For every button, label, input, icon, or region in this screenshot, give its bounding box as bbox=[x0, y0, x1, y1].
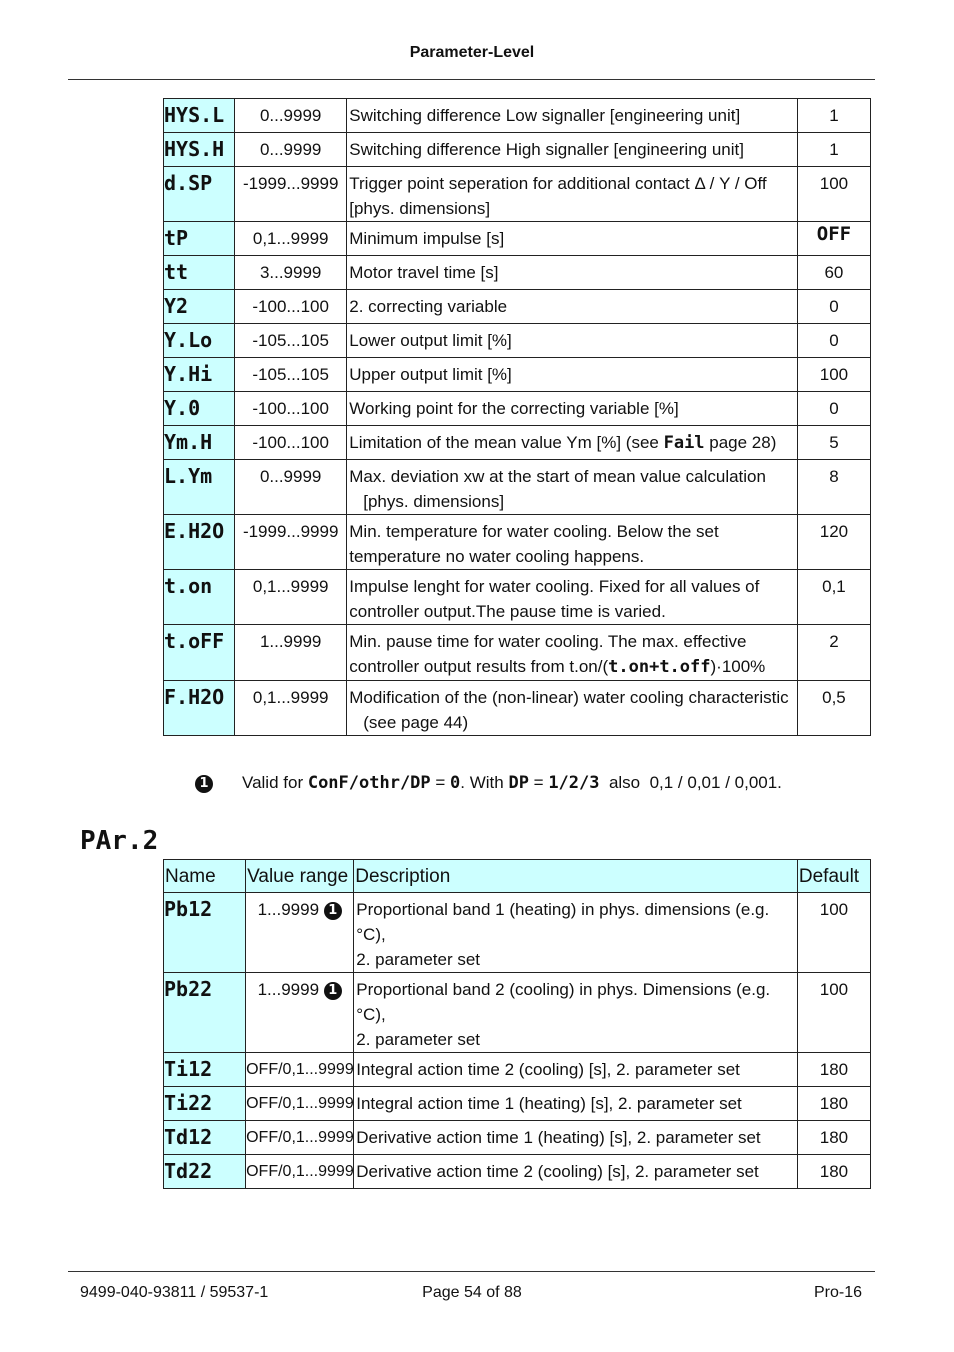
footnote-text-part: Valid for bbox=[242, 773, 308, 792]
table-row bbox=[164, 1155, 871, 1189]
param-description: Lower output limit [%] bbox=[347, 324, 798, 358]
param-default: 180 bbox=[797, 1121, 870, 1155]
table-row bbox=[164, 426, 871, 460]
desc-line: controller output.The pause time is varied. bbox=[349, 602, 666, 621]
footnote-code: DP bbox=[508, 773, 529, 793]
param-range: 1...9999 bbox=[235, 625, 347, 681]
param-default: 0 bbox=[797, 290, 870, 324]
column-header-default: Default bbox=[797, 860, 870, 893]
param-default: 0 bbox=[797, 324, 870, 358]
param-default: 100 bbox=[797, 973, 870, 1053]
param-range: 0...9999 bbox=[235, 99, 347, 133]
param-description: Switching difference Low signaller [engineering unit] bbox=[347, 99, 798, 133]
param-name: F.H2O bbox=[164, 681, 235, 736]
param-name: Ti12 bbox=[164, 1053, 246, 1087]
column-header-name: Name bbox=[164, 860, 246, 893]
param-description bbox=[347, 570, 798, 625]
table-row bbox=[164, 324, 871, 358]
param-description bbox=[347, 681, 798, 736]
param-name: Pb22 bbox=[164, 973, 246, 1053]
footnote-marker-icon: 1 bbox=[324, 902, 342, 920]
param-range: 3...9999 bbox=[235, 256, 347, 290]
param-range: -105...105 bbox=[235, 324, 347, 358]
param-description: Integral action time 1 (heating) [s], 2. parameter set bbox=[354, 1087, 798, 1121]
table-row bbox=[164, 256, 871, 290]
desc-text: controller output results from t.on/( bbox=[349, 657, 609, 676]
param-default: 1 bbox=[797, 99, 870, 133]
param-description bbox=[354, 973, 798, 1053]
header-rule bbox=[68, 79, 875, 80]
param-range: -100...100 bbox=[235, 426, 347, 460]
param-name: HYS.H bbox=[164, 133, 235, 167]
table-row bbox=[164, 625, 871, 681]
table-row bbox=[164, 358, 871, 392]
param-description bbox=[347, 460, 798, 515]
param-name: Y.Lo bbox=[164, 324, 235, 358]
param-range: OFF/0,1...9999 bbox=[246, 1155, 354, 1189]
footnote-text-part: . With bbox=[460, 773, 509, 792]
desc-line: Max. deviation xw at the start of mean value calculation bbox=[349, 467, 766, 486]
param-range: 0...9999 bbox=[235, 133, 347, 167]
param-description bbox=[347, 515, 798, 570]
desc-line: Min. temperature for water cooling. Below the set bbox=[349, 522, 719, 541]
param-default: 100 bbox=[797, 167, 870, 222]
column-header-description: Description bbox=[354, 860, 798, 893]
param-default: 100 bbox=[797, 358, 870, 392]
desc-text: Limitation of the mean value Ym [%] (see bbox=[349, 433, 664, 452]
param-name: tt bbox=[164, 256, 235, 290]
param-default: 2 bbox=[797, 625, 870, 681]
param-description bbox=[347, 167, 798, 222]
param-range: -100...100 bbox=[235, 290, 347, 324]
table-row bbox=[164, 1121, 871, 1155]
desc-line: [phys. dimensions] bbox=[363, 492, 505, 511]
desc-line: (see page 44) bbox=[363, 713, 469, 732]
footer-product: Pro-16 bbox=[813, 1284, 862, 1301]
desc-line: temperature no water cooling happens. bbox=[349, 547, 645, 566]
footnote-text-part: = bbox=[430, 773, 451, 792]
footnote-text-part: also 0,1 / 0,01 / 0,001. bbox=[599, 773, 782, 792]
param-range: -100...100 bbox=[235, 392, 347, 426]
param-range: 0,1...9999 bbox=[235, 681, 347, 736]
param-name: Y2 bbox=[164, 290, 235, 324]
footnote bbox=[195, 773, 782, 793]
param-range: 0...9999 bbox=[235, 460, 347, 515]
table-row bbox=[164, 681, 871, 736]
param-description bbox=[354, 893, 798, 973]
desc-line: 2. parameter set bbox=[356, 1030, 481, 1049]
param-range: OFF/0,1...9999 bbox=[246, 1121, 354, 1155]
table-row bbox=[164, 893, 871, 973]
param-default: 0,5 bbox=[797, 681, 870, 736]
param-default: 120 bbox=[797, 515, 870, 570]
param-description: Derivative action time 1 (heating) [s], 2. parameter set bbox=[354, 1121, 798, 1155]
footer-rule bbox=[68, 1271, 875, 1272]
desc-line: Min. pause time for water cooling. The max. effective bbox=[349, 632, 747, 651]
param-description: Integral action time 2 (cooling) [s], 2. parameter set bbox=[354, 1053, 798, 1087]
param-name: L.Ym bbox=[164, 460, 235, 515]
table-row bbox=[164, 973, 871, 1053]
param-name: Td12 bbox=[164, 1121, 246, 1155]
page-header-title: Parameter-Level bbox=[409, 44, 535, 61]
param-name: HYS.L bbox=[164, 99, 235, 133]
footnote-code: 1/2/3 bbox=[548, 773, 600, 793]
section-title: PAr.2 bbox=[80, 826, 159, 856]
table-header-row bbox=[164, 860, 871, 893]
footer-doc-number: 9499-040-93811 / 59537-1 bbox=[80, 1284, 269, 1301]
param-name: E.H2O bbox=[164, 515, 235, 570]
param-default: 8 bbox=[797, 460, 870, 515]
param-default: OFF bbox=[797, 222, 870, 256]
param-default: 180 bbox=[797, 1155, 870, 1189]
table-row bbox=[164, 1053, 871, 1087]
table-row bbox=[164, 99, 871, 133]
param-name: Ti22 bbox=[164, 1087, 246, 1121]
table-row bbox=[164, 167, 871, 222]
param-range bbox=[246, 893, 354, 973]
table-row bbox=[164, 570, 871, 625]
param-name: Ym.H bbox=[164, 426, 235, 460]
desc-text: )·100% bbox=[710, 657, 766, 676]
param-name: tP bbox=[164, 222, 235, 256]
param-description: Working point for the correcting variable [%] bbox=[347, 392, 798, 426]
desc-line: [phys. dimensions] bbox=[349, 199, 491, 218]
param-range: -105...105 bbox=[235, 358, 347, 392]
range-text: 1...9999 bbox=[257, 900, 320, 919]
param-range: 0,1...9999 bbox=[235, 570, 347, 625]
desc-line: Proportional band 1 (heating) in phys. dimensions (e.g. °C), bbox=[356, 900, 770, 944]
footer-page-number: Page 54 of 88 bbox=[422, 1284, 522, 1301]
footnote-marker-icon: 1 bbox=[195, 775, 213, 793]
param-default: 60 bbox=[797, 256, 870, 290]
table-row bbox=[164, 515, 871, 570]
table-row bbox=[164, 1087, 871, 1121]
param-default: 100 bbox=[797, 893, 870, 973]
param-range: 0,1...9999 bbox=[235, 222, 347, 256]
param-range: OFF/0,1...9999 bbox=[246, 1053, 354, 1087]
table-row bbox=[164, 290, 871, 324]
param-description: Minimum impulse [s] bbox=[347, 222, 798, 256]
param-name: Pb12 bbox=[164, 893, 246, 973]
param-description: Switching difference High signaller [engineering unit] bbox=[347, 133, 798, 167]
param-description: Motor travel time [s] bbox=[347, 256, 798, 290]
table-row bbox=[164, 133, 871, 167]
param-range: -1999...9999 bbox=[235, 515, 347, 570]
desc-line: 2. parameter set bbox=[356, 950, 481, 969]
column-header-range: Value range bbox=[246, 860, 354, 893]
desc-text: page 28) bbox=[704, 433, 777, 452]
param-range: OFF/0,1...9999 bbox=[246, 1087, 354, 1121]
param-default: 5 bbox=[797, 426, 870, 460]
desc-line: Trigger point seperation for additional contact Δ / Y / Off bbox=[349, 174, 767, 193]
param-default: 180 bbox=[797, 1053, 870, 1087]
param-description: 2. correcting variable bbox=[347, 290, 798, 324]
param-default: 1 bbox=[797, 133, 870, 167]
desc-code: t.on+t.off bbox=[608, 657, 711, 677]
param-default: 180 bbox=[797, 1087, 870, 1121]
table-row bbox=[164, 392, 871, 426]
desc-line: Proportional band 2 (cooling) in phys. Dimensions (e.g. °C), bbox=[356, 980, 771, 1024]
parameter-table-2 bbox=[163, 859, 871, 1189]
table-row bbox=[164, 460, 871, 515]
param-description: Upper output limit [%] bbox=[347, 358, 798, 392]
param-range bbox=[246, 973, 354, 1053]
param-default: 0,1 bbox=[797, 570, 870, 625]
param-name: t.oFF bbox=[164, 625, 235, 681]
param-description bbox=[347, 426, 798, 460]
param-name: Y.Hi bbox=[164, 358, 235, 392]
param-name: Y.0 bbox=[164, 392, 235, 426]
param-range: -1999...9999 bbox=[235, 167, 347, 222]
desc-code: Fail bbox=[663, 433, 705, 453]
param-default: 0 bbox=[797, 392, 870, 426]
footnote-code: 0 bbox=[450, 773, 461, 793]
footnote-marker-icon: 1 bbox=[324, 982, 342, 1000]
footnote-text bbox=[242, 773, 782, 793]
param-description: Derivative action time 2 (cooling) [s], 2. parameter set bbox=[354, 1155, 798, 1189]
table-row bbox=[164, 222, 871, 256]
footnote-text-part: = bbox=[528, 773, 549, 792]
param-name: d.SP bbox=[164, 167, 235, 222]
param-description bbox=[347, 625, 798, 681]
desc-line: Impulse lenght for water cooling. Fixed for all values of bbox=[349, 577, 760, 596]
footnote-code: ConF/othr/DP bbox=[307, 773, 431, 793]
desc-line: Modification of the (non-linear) water cooling characteristic bbox=[349, 688, 789, 707]
param-name: Td22 bbox=[164, 1155, 246, 1189]
parameter-table-1 bbox=[163, 98, 871, 736]
param-name: t.on bbox=[164, 570, 235, 625]
range-text: 1...9999 bbox=[257, 980, 320, 999]
